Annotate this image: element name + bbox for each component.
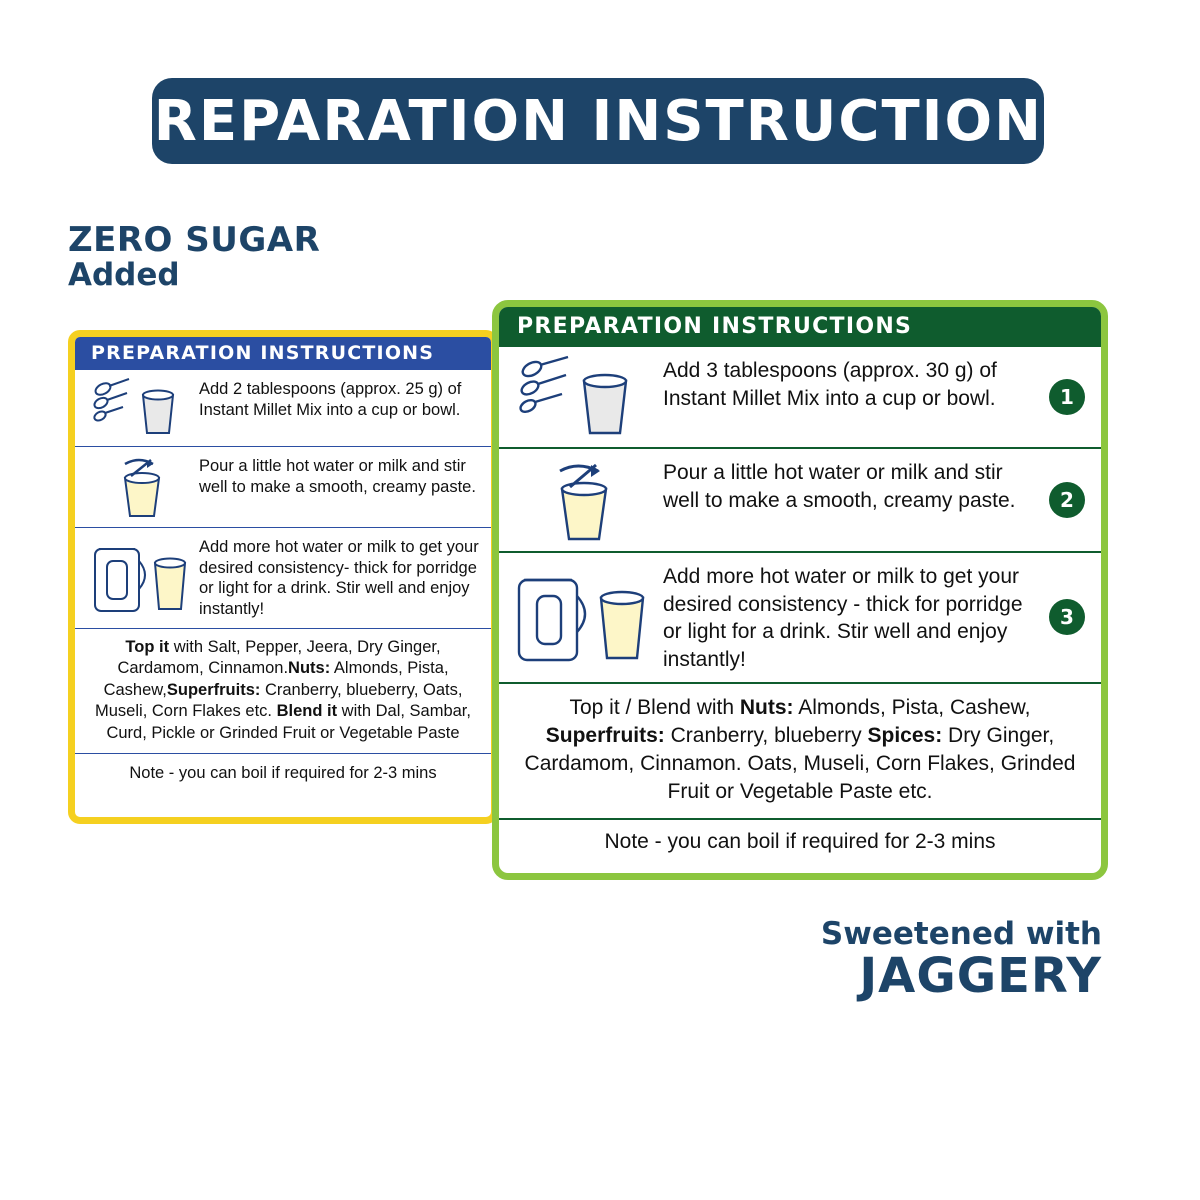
instruction-row (75, 447, 491, 528)
instruction-row (499, 449, 1101, 553)
instruction-row (75, 370, 491, 447)
toppings-text: with Dal, Sambar, Curd, (106, 702, 471, 742)
zero-sugar-card-header: PREPARATION INSTRUCTIONS (75, 337, 491, 370)
toppings-text: Almonds, Pista, (330, 659, 449, 678)
toppings-text: Cranberry, blueberry (664, 724, 862, 747)
jaggery-note: Note - you can boil if required for 2-3 mins (604, 830, 996, 854)
kettle-and-cup-icon (83, 535, 199, 621)
instruction-row (499, 553, 1101, 684)
toppings-text: Cranberry, blueberry, (260, 680, 419, 699)
kettle-and-cup-icon (505, 561, 663, 674)
page-header-banner (110, 78, 1086, 164)
toppings-bold: Spices: (867, 724, 943, 747)
toppings-text: Almonds, Pista, Cashew, (793, 695, 1031, 719)
stirring-cup-icon (505, 457, 663, 543)
zero-sugar-instructions-card (68, 330, 498, 824)
step-badge: 1 (1049, 379, 1085, 415)
instruction-row (75, 528, 491, 629)
toppings-bold: Superfruits: (545, 724, 665, 747)
toppings-bold: Nuts: (288, 659, 331, 678)
spoons-and-cup-icon (83, 377, 199, 439)
step-number-2 (1039, 457, 1095, 543)
toppings-text: with Salt, Pepper, Jeera, Dry Ginger, (169, 638, 441, 656)
toppings-bold: Blend it (276, 702, 338, 721)
stirring-cup-icon (83, 454, 199, 520)
zero-sugar-label (68, 222, 320, 292)
zero-sugar-note: Note - you can boil if required for 2-3 mins (129, 764, 437, 783)
toppings-text: Top it / Blend with (569, 695, 740, 719)
step-badge: 3 (1049, 599, 1085, 635)
spoons-and-cup-icon (505, 355, 663, 439)
toppings-bold: Superfruits: (166, 680, 261, 699)
instruction-text: Add more hot water or milk to get your desired consistency- thick for porridge or light for a drink. Stir well and enjoy instantly! (199, 538, 479, 618)
zero-sugar-label-line1: ZERO SUGAR (68, 220, 321, 260)
toppings-text: Vegetable Paste etc. (739, 780, 933, 804)
step-number-1 (1039, 355, 1095, 439)
toppings-text: Oats, Museli, Corn Flakes, Grinded Fruit or (667, 752, 1076, 804)
jaggery-card-header: PREPARATION INSTRUCTIONS (499, 307, 1101, 347)
toppings-text: Oats, Museli, Corn Flakes etc. (95, 680, 463, 721)
zero-sugar-toppings (75, 629, 491, 754)
instruction-text: Pour a little hot water or milk and stir well to make a smooth, creamy paste. (663, 461, 1016, 512)
instruction-row (499, 347, 1101, 449)
page-title: PREPARATION INSTRUCTIONS (110, 88, 1086, 154)
toppings-text: Cashew, (103, 680, 167, 699)
instruction-text: Add more hot water or milk to get your desired consistency - thick for porridge or light for a drink. Stir well and enjoy instantly! (663, 565, 1023, 672)
step-badge: 2 (1049, 482, 1085, 518)
toppings-text: Dry Ginger, Cardamom, Cinnamon. (524, 724, 1055, 776)
jaggery-label-line1: Sweetened with (820, 916, 1102, 952)
zero-sugar-label-line2: Added (68, 256, 180, 293)
toppings-text: Cardamom, Cinnamon. (117, 659, 289, 678)
instruction-text: Pour a little hot water or milk and stir well to make a smooth, creamy paste. (199, 457, 476, 496)
jaggery-label-line2: JAGGERY (859, 947, 1102, 1004)
jaggery-toppings (499, 684, 1101, 821)
toppings-bold: Nuts: (739, 695, 794, 719)
jaggery-instructions-card (492, 300, 1108, 880)
jaggery-label (820, 916, 1102, 1004)
instruction-text: Add 3 tablespoons (approx. 30 g) of Instant Millet Mix into a cup or bowl. (663, 359, 997, 410)
toppings-text: Pickle or Grinded Fruit or Vegetable Paste (151, 723, 460, 742)
instruction-text: Add 2 tablespoons (approx. 25 g) of Instant Millet Mix into a cup or bowl. (199, 380, 462, 419)
toppings-bold: Top it (125, 638, 170, 656)
step-number-3 (1039, 561, 1095, 674)
